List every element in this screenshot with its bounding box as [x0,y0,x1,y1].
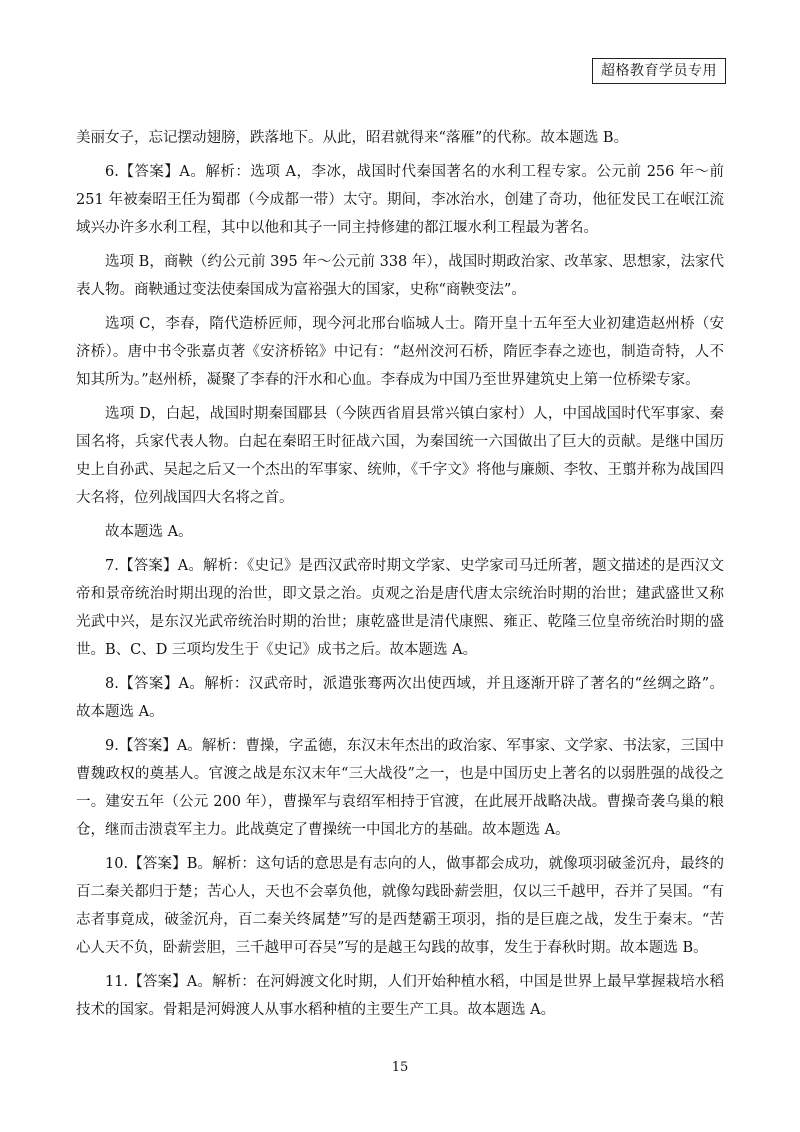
document-body [76,124,724,1030]
answer-8-paragraph: 8.【答案】A。解析：汉武帝时，派遣张骞两次出使西域，并且逐渐开辟了著名的“丝绸之路”。故本题选 A。 [76,676,724,720]
answer-6-paragraph: 6.【答案】A。解析：选项 A，李冰，战国时代秦国著名的水利工程专家。公元前 256 年～前 251 年被秦昭王任为蜀郡（今成都一带）太守。期间，李冰治水，创建了奇功，他征发民工在岷江流域兴办许多水利工程，其中以他和其子一同主持修建的都江堰水利工程最为著名。 [76,164,724,236]
header-stamp: 超格教育学员专用 [592,58,726,84]
answer-11-paragraph: 11.【答案】A。解析：在河姆渡文化时期，人们开始种植水稻，中国是世界上最早掌握栽培水稻技术的国家。骨耜是河姆渡人从事水稻种植的主要生产工具。故本题选 A。 [76,974,724,1018]
page-number: 15 [391,1060,409,1075]
answer-9-paragraph: 9.【答案】A。解析：曹操，字孟德，东汉末年杰出的政治家、军事家、文学家、书法家，三国中曹魏政权的奠基人。官渡之战是东汉末年“三大战役”之一，也是中国历史上著名的以弱胜强的战役之一。建安五年（公元 200 年），曹操军与袁绍军相持于官渡，在此展开战略决战。曹操奇袭乌巢的粮仓，继而击溃袁军主力。此战奠定了曹操统一中国北方的基础。故本题选 A。 [76,738,724,838]
answer-6-option-c: 选项 C，李春，隋代造桥匠师，现今河北邢台临城人士。隋开皇十五年至大业初建造赵州桥（安济桥）。唐中书令张嘉贞著《安济桥铭》中记有：“赵州洨河石桥，隋匠李春之迹也，制造奇特，人不知其所为。”赵州桥，凝聚了李春的汗水和心血。李春成为中国乃至世界建筑史上第一位桥梁专家。 [76,316,724,388]
answer-6-option-d: 选项 D，白起，战国时期秦国郿县（今陕西省眉县常兴镇白家村）人，中国战国时代军事家、秦国名将，兵家代表人物。白起在秦昭王时征战六国，为秦国统一六国做出了巨大的贡献。是继中国历史上自孙武、吴起之后又一个杰出的军事家、统帅，《千字文》将他与廉颇、李牧、王翦并称为战国四大名将，位列战国四大名将之首。 [76,406,724,506]
paragraph-continuation: 美丽女子，忘记摆动翅膀，跌落地下。从此，昭君就得来“落雁”的代称。故本题选 B。 [76,130,629,146]
answer-10-paragraph: 10.【答案】B。解析：这句话的意思是有志向的人，做事都会成功，就像项羽破釜沉舟，最终的百二秦关都归于楚；苦心人，天也不会辜负他，就像勾践卧薪尝胆，仅以三千越甲，吞并了吴国。“有志者事竟成，破釜沉舟，百二秦关终属楚”写的是西楚霸王项羽，指的是巨鹿之战，发生于秦末。“苦心人天不负，卧薪尝胆，三千越甲可吞吴”写的是越王勾践的故事，发生于春秋时期。故本题选 B。 [76,856,724,956]
answer-7-paragraph: 7.【答案】A。解析：《史记》是西汉武帝时期文学家、史学家司马迁所著，题文描述的是西汉文帝和景帝统治时期出现的治世，即文景之治。贞观之治是唐代唐太宗统治时期的治世；建武盛世又称光武中兴，是东汉光武帝统治时期的治世；康乾盛世是清代康熙、雍正、乾隆三位皇帝统治时期的盛世。B、C、D 三项均发生于《史记》成书之后。故本题选 A。 [76,558,724,658]
answer-6-option-b: 选项 B，商鞅（约公元前 395 年～公元前 338 年），战国时期政治家、改革家、思想家，法家代表人物。商鞅通过变法使秦国成为富裕强大的国家，史称“商鞅变法”。 [76,254,724,298]
answer-6-conclusion: 故本题选 A。 [105,524,193,540]
